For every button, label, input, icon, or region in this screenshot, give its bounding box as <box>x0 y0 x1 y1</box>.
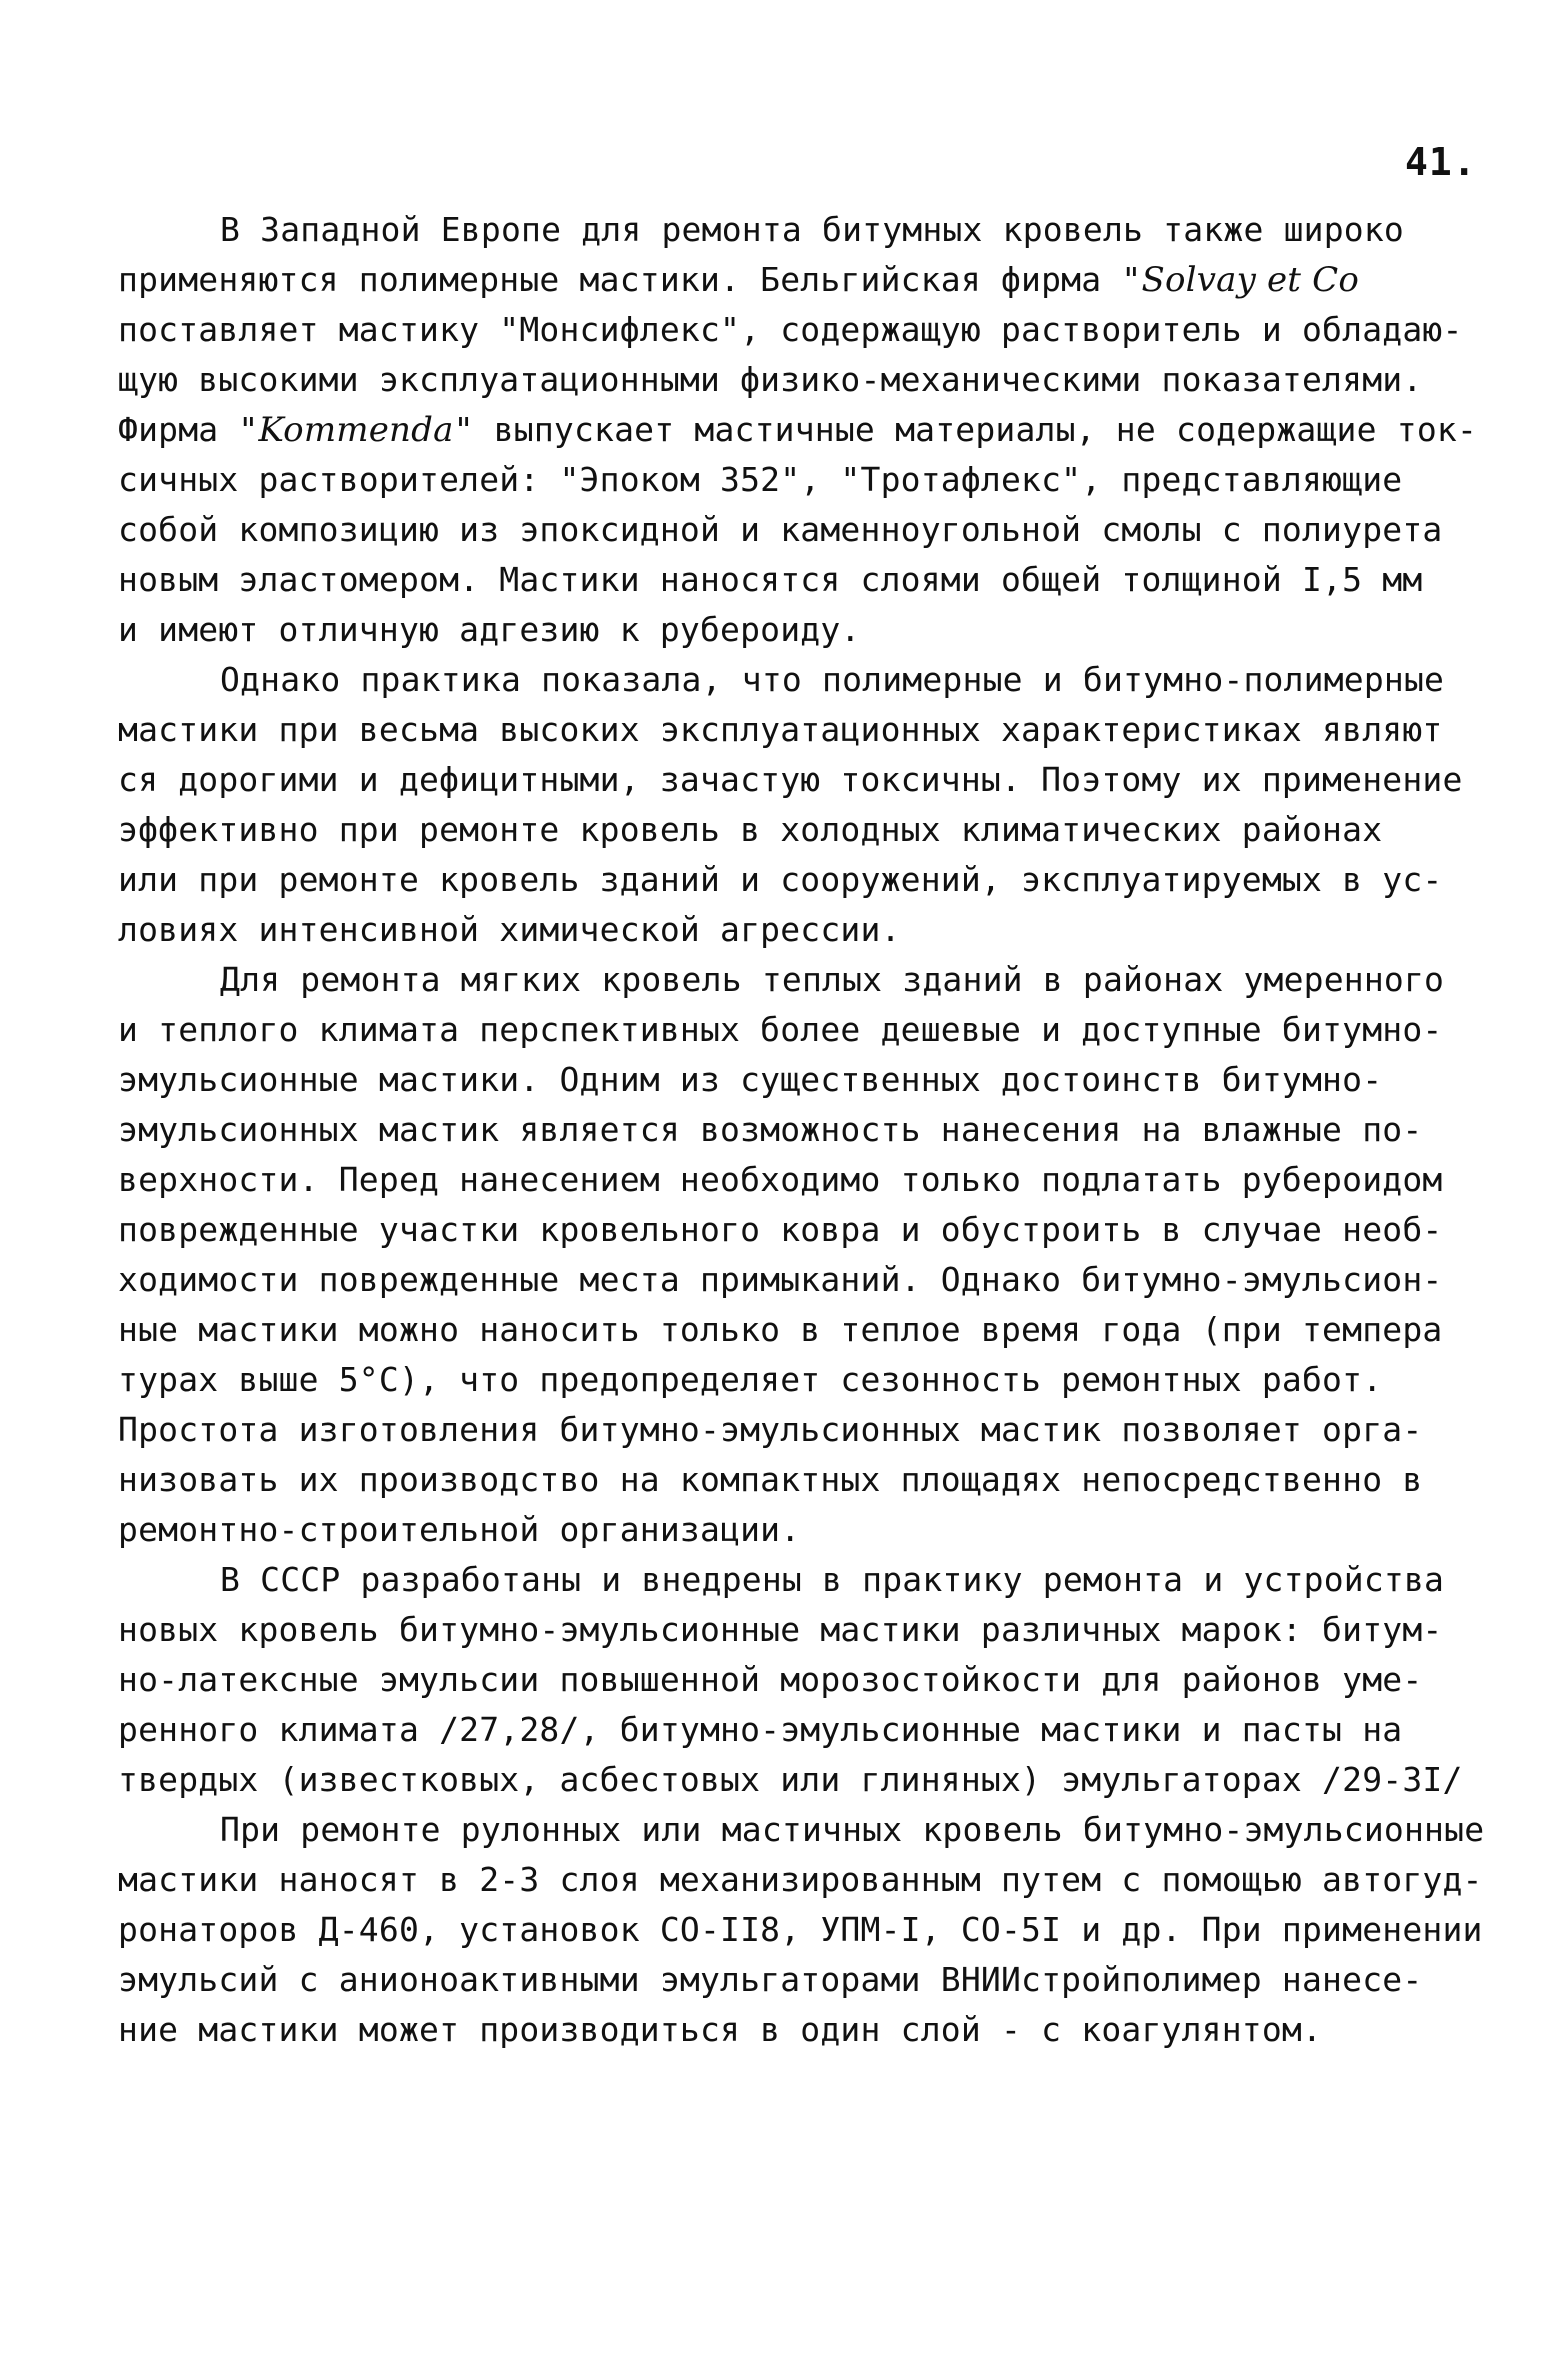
text-line: Простота изготовления битумно-эмульсионных мастик позволяет орга- <box>118 1410 1423 1449</box>
text-line: ные мастики можно наносить только в теплое время года (при темпера <box>118 1310 1443 1349</box>
text-line: ние мастики может производиться в один слой - с коагулянтом. <box>118 2010 1323 2049</box>
page-number: 41. <box>1405 140 1477 184</box>
body-text <box>118 205 1498 2055</box>
text-span: Фирма " <box>118 410 259 449</box>
text-line: или при ремонте кровель зданий и сооружений, эксплуатируемых в ус- <box>118 860 1443 899</box>
text-line: собой композицию из эпоксидной и каменноугольной смолы с полиурета <box>118 510 1443 549</box>
text-line: При ремонте рулонных или мастичных кровель битумно-эмульсионные <box>220 1810 1485 1849</box>
text-line: сичных растворителей: "Эпоком 352", "Тротафлекс", представляющие <box>118 460 1403 499</box>
text-line: Для ремонта мягких кровель теплых зданий в районах умеренного <box>220 960 1445 999</box>
text-line: эмульсий с анионоактивными эмульгаторами ВНИИстройполимер нанесе- <box>118 1960 1423 1999</box>
text-line: В Западной Европе для ремонта битумных кровель также широко <box>220 210 1404 249</box>
text-line: верхности. Перед нанесением необходимо только подлатать рубероидом <box>118 1160 1443 1199</box>
text-line: Однако практика показала, что полимерные и битумно-полимерные <box>220 660 1445 699</box>
text-line: ловиях интенсивной химической агрессии. <box>118 910 901 949</box>
text-line <box>118 255 1498 305</box>
text-span: " выпускает мастичные материалы, не содержащие ток- <box>453 410 1478 449</box>
text-line: ходимости поврежденные места примыканий. Однако битумно-эмульсион- <box>118 1260 1443 1299</box>
handwritten-company-name: Solvay et Co <box>1141 260 1360 300</box>
handwritten-company-name: Kommenda <box>258 410 454 450</box>
text-line: В СССР разработаны и внедрены в практику ремонта и устройства <box>220 1560 1445 1599</box>
text-line: эффективно при ремонте кровель в холодных климатических районах <box>118 810 1383 849</box>
text-line: ренного климата /27,28/, битумно-эмульсионные мастики и пасты на <box>118 1710 1403 1749</box>
text-line: новым эластомером. Мастики наносятся слоями общей толщиной I,5 мм <box>118 560 1423 599</box>
text-line: щую высокими эксплуатационными физико-механическими показателями. <box>118 360 1423 399</box>
text-line: новых кровель битумно-эмульсионные мастики различных марок: битум- <box>118 1610 1443 1649</box>
text-line: эмульсионные мастики. Одним из существенных достоинств битумно- <box>118 1060 1383 1099</box>
text-line: ся дорогими и дефицитными, зачастую токсичны. Поэтому их применение <box>118 760 1463 799</box>
text-line: ремонтно-строительной организации. <box>118 1510 801 1549</box>
text-line: мастики при весьма высоких эксплуатационных характеристиках являют <box>118 710 1443 749</box>
text-line: ронаторов Д-460, установок СО-II8, УПМ-I, СО-5I и др. При применении <box>118 1910 1483 1949</box>
text-line <box>118 405 1498 455</box>
text-line: и теплого климата перспективных более дешевые и доступные битумно- <box>118 1010 1443 1049</box>
text-line: мастики наносят в 2-3 слоя механизированным путем с помощью автогуд- <box>118 1860 1483 1899</box>
text-line: турах выше 5°С), что предопределяет сезонность ремонтных работ. <box>118 1360 1383 1399</box>
text-line: эмульсионных мастик является возможность нанесения на влажные по- <box>118 1110 1423 1149</box>
text-line: поставляет мастику "Монсифлекс", содержащую растворитель и обладаю- <box>118 310 1463 349</box>
text-line: твердых (известковых, асбестовых или глиняных) эмульгаторах /29-3I/ <box>118 1760 1463 1799</box>
text-line: поврежденные участки кровельного ковра и обустроить в случае необ- <box>118 1210 1443 1249</box>
text-line: и имеют отличную адгезию к рубероиду. <box>118 610 861 649</box>
text-line: низовать их производство на компактных площадях непосредственно в <box>118 1460 1423 1499</box>
text-span: применяются полимерные мастики. Бельгийская фирма " <box>118 260 1142 299</box>
text-line: но-латексные эмульсии повышенной морозостойкости для районов уме- <box>118 1660 1423 1699</box>
